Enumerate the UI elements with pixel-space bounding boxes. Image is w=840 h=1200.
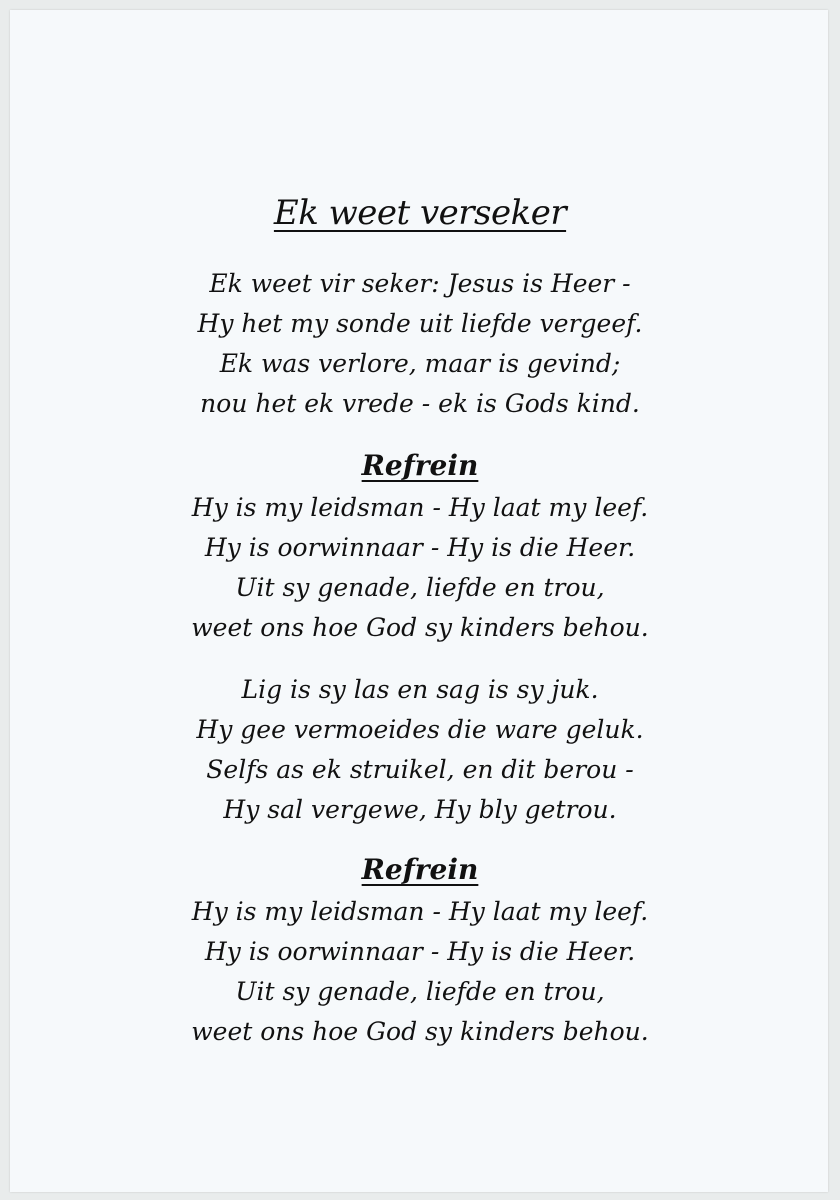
verse-1 bbox=[0, 264, 840, 424]
refrain-heading bbox=[0, 853, 840, 886]
verse-line: Ek was verlore, maar is gevind; bbox=[219, 349, 621, 378]
refrain-line: weet ons hoe God sy kinders behou. bbox=[191, 613, 649, 642]
verse-line: Hy gee vermoeides die ware geluk. bbox=[196, 715, 644, 744]
refrain-1 bbox=[0, 488, 840, 648]
refrain-line: Hy is my leidsman - Hy laat my leef. bbox=[191, 493, 649, 522]
verse-line: Selfs as ek struikel, en dit berou - bbox=[206, 755, 634, 784]
refrain-line: Hy is oorwinnaar - Hy is die Heer. bbox=[204, 533, 636, 562]
refrain-heading-text: Refrein bbox=[361, 853, 479, 886]
verse-line: Ek weet vir seker: Jesus is Heer - bbox=[209, 269, 631, 298]
song-title bbox=[0, 193, 840, 233]
refrain-2 bbox=[0, 892, 840, 1052]
refrain-heading bbox=[0, 449, 840, 482]
refrain-line: Uit sy genade, liefde en trou, bbox=[235, 977, 605, 1006]
verse-line: Hy het my sonde uit liefde vergeef. bbox=[197, 309, 643, 338]
verse-line: Hy sal vergewe, Hy bly getrou. bbox=[223, 795, 617, 824]
refrain-line: Hy is my leidsman - Hy laat my leef. bbox=[191, 897, 649, 926]
verse-2 bbox=[0, 670, 840, 830]
refrain-heading-text: Refrein bbox=[361, 449, 479, 482]
refrain-line: weet ons hoe God sy kinders behou. bbox=[191, 1017, 649, 1046]
song-title-text: Ek weet verseker bbox=[273, 193, 567, 233]
refrain-line: Hy is oorwinnaar - Hy is die Heer. bbox=[204, 937, 636, 966]
verse-line: nou het ek vrede - ek is Gods kind. bbox=[200, 389, 640, 418]
refrain-line: Uit sy genade, liefde en trou, bbox=[235, 573, 605, 602]
verse-line: Lig is sy las en sag is sy juk. bbox=[241, 675, 599, 704]
